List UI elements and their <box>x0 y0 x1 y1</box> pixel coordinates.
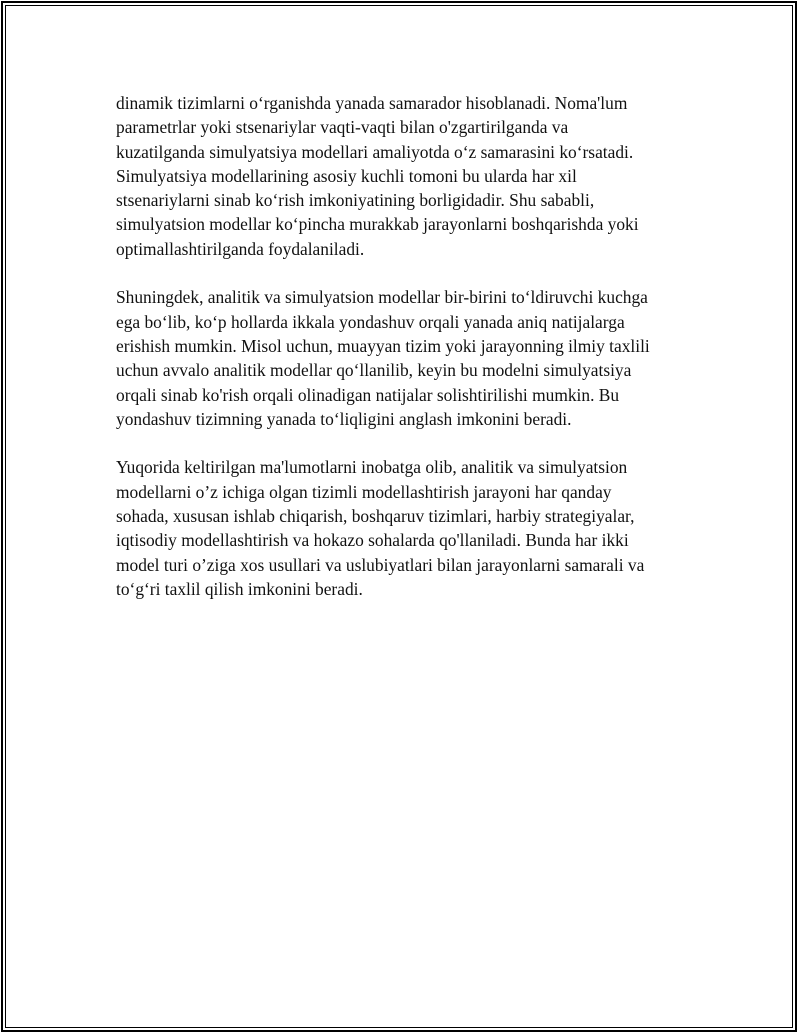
text-line: model turi o’ziga xos usullari va uslubiyatlari bilan jarayonlarni samarali va <box>116 554 645 575</box>
text-line: iqtisodiy modellashtirish va hokazo sohalarda qo'llaniladi. Bunda har ikki <box>116 530 629 551</box>
text-line: yondashuv tizimning yanada to‘liqligini anglash imkonini beradi. <box>116 408 572 429</box>
text-line: sohada, xususan ishlab chiqarish, boshqaruv tizimlari, harbiy strategiyalar, <box>116 506 635 527</box>
paragraph-complementary-models <box>116 285 691 431</box>
text-line: modellarni o’z ichiga olgan tizimli modellashtirish jarayoni har qanday <box>116 481 612 502</box>
text-line: Shuningdek, analitik va simulyatsion modellar bir-birini to‘ldiruvchi kuchga <box>116 287 648 308</box>
text-line: orqali sinab ko'rish orqali olinadigan natijalar solishtirilishi mumkin. Bu <box>116 384 620 405</box>
text-line: ega bo‘lib, ko‘p hollarda ikkala yondashuv orqali yanada aniq natijalarga <box>116 311 625 332</box>
text-line: Simulyatsiya modellarining asosiy kuchli tomoni bu ularda har xil <box>116 165 577 186</box>
text-line: erishish mumkin. Misol uchun, muayyan tizim yoki jarayonning ilmiy taxlili <box>116 335 650 356</box>
text-line: simulyatsion modellar ko‘pincha murakkab jarayonlarni boshqarishda yoki <box>116 214 639 235</box>
text-line: to‘g‘ri taxlil qilish imkonini beradi. <box>116 578 363 599</box>
text-line: dinamik tizimlarni o‘rganishda yanada samarador hisoblanadi. Noma'lum <box>116 93 628 113</box>
text-line: Yuqorida keltirilgan ma'lumotlarni inobatga olib, analitik va simulyatsion <box>116 457 628 478</box>
paragraph-conclusion <box>116 455 691 601</box>
text-line: uchun avvalo analitik modellar qo‘llanilib, keyin bu modelni simulyatsiya <box>116 360 632 381</box>
paragraph-simulation-models <box>116 91 691 261</box>
text-line: kuzatilganda simulyatsiya modellari amaliyotda o‘z samarasini ko‘rsatadi. <box>116 141 634 162</box>
text-line: parametrlar yoki stsenariylar vaqti-vaqti bilan o'zgartirilganda va <box>116 117 569 138</box>
text-line: stsenariylarni sinab ko‘rish imkoniyatining borligidadir. Shu sababli, <box>116 190 595 211</box>
document-body <box>116 91 691 626</box>
text-line: optimallashtirilganda foydalaniladi. <box>116 238 365 259</box>
